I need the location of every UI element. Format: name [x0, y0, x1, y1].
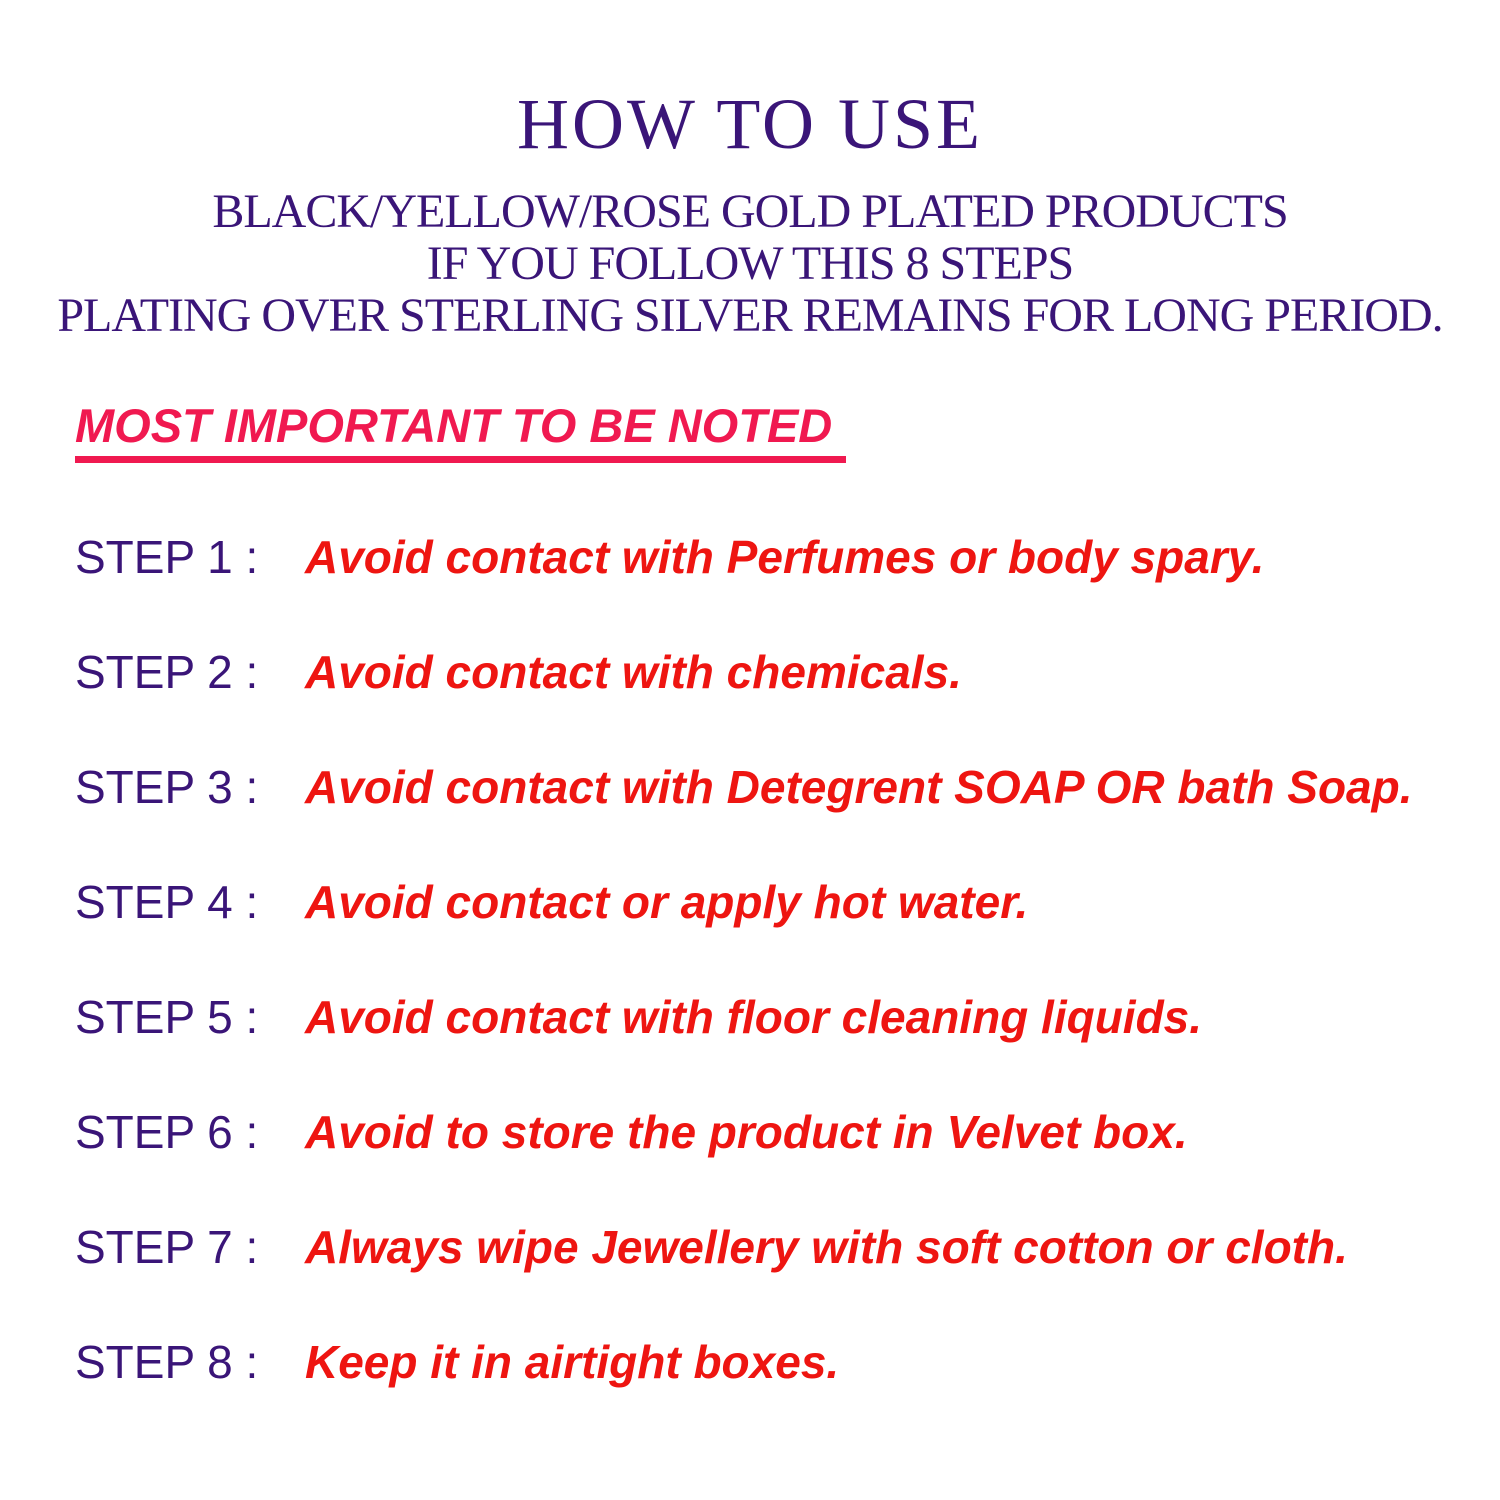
step-row: [75, 1106, 1500, 1159]
step-row: [75, 876, 1500, 929]
step-text: Avoid contact with Perfumes or body spary.: [305, 531, 1265, 583]
step-row: [75, 761, 1500, 814]
step-label: STEP 2 :: [75, 646, 259, 698]
step-row: [75, 646, 1500, 699]
step-label: STEP 7 :: [75, 1221, 259, 1273]
step-text: Avoid contact with floor cleaning liquids.: [305, 991, 1203, 1043]
step-row: [75, 531, 1500, 584]
step-label: STEP 8 :: [75, 1336, 259, 1388]
step-text: Avoid contact with Detegrent SOAP OR bath Soap.: [305, 761, 1413, 813]
subtitle-line-plating: PLATING OVER STERLING SILVER REMAINS FOR LONG PERIOD.: [57, 289, 1443, 342]
step-row: [75, 991, 1500, 1044]
step-label: STEP 4 :: [75, 876, 259, 928]
page-title: HOW TO USE: [516, 84, 984, 164]
step-row: [75, 1336, 1500, 1389]
step-text: Avoid contact with chemicals.: [305, 646, 962, 698]
step-label: STEP 6 :: [75, 1106, 259, 1158]
important-note-section: [75, 399, 1500, 463]
step-row: [75, 1221, 1500, 1274]
step-text: Avoid to store the product in Velvet box.: [305, 1106, 1188, 1158]
important-note-heading: MOST IMPORTANT TO BE NOTED: [75, 402, 846, 463]
subtitle-line-products: BLACK/YELLOW/ROSE GOLD PLATED PRODUCTS: [212, 185, 1288, 238]
step-label: STEP 1 :: [75, 531, 259, 583]
steps-list: [75, 531, 1500, 1389]
step-text: Keep it in airtight boxes.: [305, 1336, 840, 1388]
step-label: STEP 5 :: [75, 991, 259, 1043]
subtitle: [0, 186, 1500, 342]
step-text: Always wipe Jewellery with soft cotton or cloth.: [305, 1221, 1348, 1273]
step-text: Avoid contact or apply hot water.: [305, 876, 1029, 928]
step-label: STEP 3 :: [75, 761, 259, 813]
subtitle-line-follow-steps: IF YOU FOLLOW THIS 8 STEPS: [426, 237, 1074, 290]
